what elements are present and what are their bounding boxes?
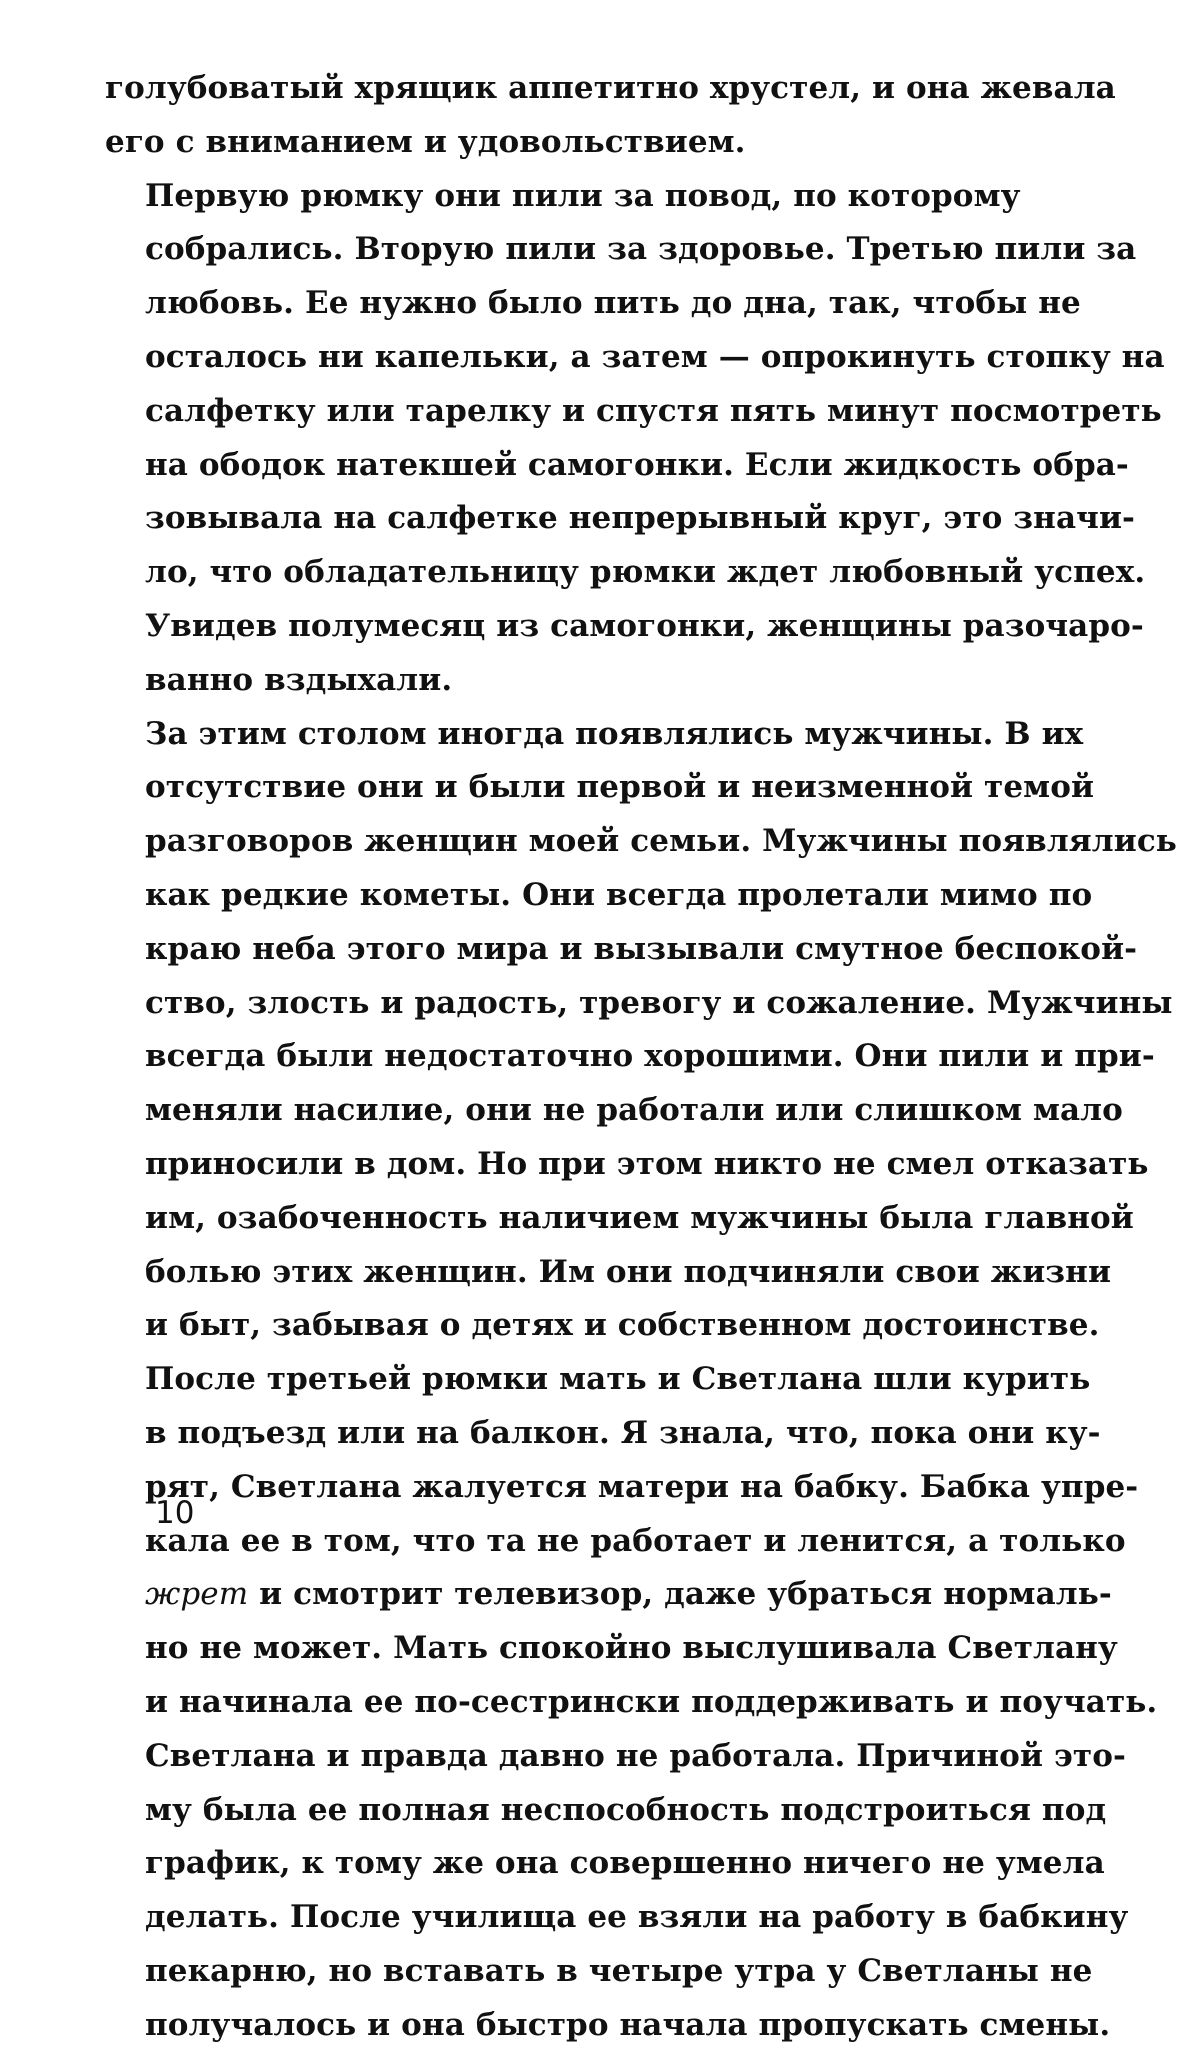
text-line: и начинала ее по-сестрински поддерживать и поучать.: [145, 1683, 1158, 1720]
text-line: разговоров женщин моей семьи. Мужчины появлялись: [145, 823, 1177, 860]
text-line: ство, злость и радость, тревогу и сожаление. Мужчины: [145, 984, 1173, 1021]
text-line: его с вниманием и удовольствием.: [105, 123, 746, 160]
paragraph-4: [105, 1353, 1158, 2052]
paragraph-3: [105, 708, 1177, 1354]
text-line: получалось и она быстро начала пропускать смены.: [145, 2006, 1111, 2043]
text-line: Первую рюмку они пили за повод, по которому: [145, 177, 1021, 214]
text-line: [105, 1568, 1112, 1622]
text-line: пекарню, но вставать в четыре утра у Светланы не: [145, 1952, 1093, 1989]
paragraph-1: [105, 62, 1116, 170]
page-number: 10: [155, 1495, 195, 1531]
text-line: график, к тому же она совершенно ничего не умела: [145, 1845, 1105, 1882]
paragraph-2: [105, 170, 1165, 708]
text-line: салфетку или тарелку и спустя пять минут посмотреть: [145, 392, 1162, 429]
text-line: зовывала на салфетке непрерывный круг, это значи-: [145, 500, 1136, 537]
text-line: приносили в дом. Но при этом никто не смел отказать: [145, 1145, 1149, 1182]
text-line: делать. После училища ее взяли на работу в бабкину: [145, 1899, 1129, 1936]
text-line: болью этих женщин. Им они подчиняли свои жизни: [145, 1253, 1112, 1290]
text-line: как редкие кометы. Они всегда пролетали мимо по: [145, 876, 1093, 913]
text-line: краю неба этого мира и вызывали смутное беспокой-: [145, 930, 1138, 967]
text-line: осталось ни капельки, а затем — опрокинуть стопку на: [145, 338, 1165, 375]
text-line: За этим столом иногда появлялись мужчины. В их: [145, 715, 1084, 752]
text-line: всегда были недостаточно хорошими. Они пили и при-: [145, 1038, 1155, 1075]
text-line: любовь. Ее нужно было пить до дна, так, чтобы не: [145, 285, 1081, 322]
text-line-remainder: и смотрит телевизор, даже убраться нормаль-: [248, 1576, 1112, 1613]
text-line: му была ее полная неспособность подстроиться под: [145, 1791, 1107, 1828]
text-line: но не может. Мать спокойно выслушивала Светлану: [145, 1630, 1118, 1667]
book-page-text: [105, 62, 1177, 2052]
text-line: собрались. Вторую пили за здоровье. Третью пили за: [145, 231, 1137, 268]
text-line: отсутствие они и были первой и неизменной темой: [145, 769, 1095, 806]
text-line: голубоватый хрящик аппетитно хрустел, и она жевала: [105, 70, 1116, 106]
italic-emphasis: жрет: [145, 1576, 249, 1613]
text-line: кала ее в том, что та не работает и ленится, а только: [145, 1522, 1126, 1559]
text-line: Увидев полумесяц из самогонки, женщины разочаро-: [145, 607, 1144, 644]
text-line: ванно вздыхали.: [145, 661, 453, 698]
text-line: на ободок натекшей самогонки. Если жидкость обра-: [145, 446, 1129, 483]
text-line: меняли насилие, они не работали или слишком мало: [145, 1092, 1123, 1129]
text-line: в подъезд или на балкон. Я знала, что, пока они ку-: [145, 1414, 1101, 1451]
text-line: им, озабоченность наличием мужчины была главной: [145, 1199, 1134, 1236]
text-line: и быт, забывая о детях и собственном достоинстве.: [145, 1307, 1100, 1344]
text-line: рят, Светлана жалуется матери на бабку. Бабка упре-: [145, 1468, 1139, 1505]
text-line: После третьей рюмки мать и Светлана шли курить: [145, 1361, 1091, 1398]
text-line: Светлана и правда давно не работала. Причиной это-: [145, 1737, 1126, 1774]
text-line: ло, что обладательницу рюмки ждет любовный успех.: [145, 554, 1146, 591]
